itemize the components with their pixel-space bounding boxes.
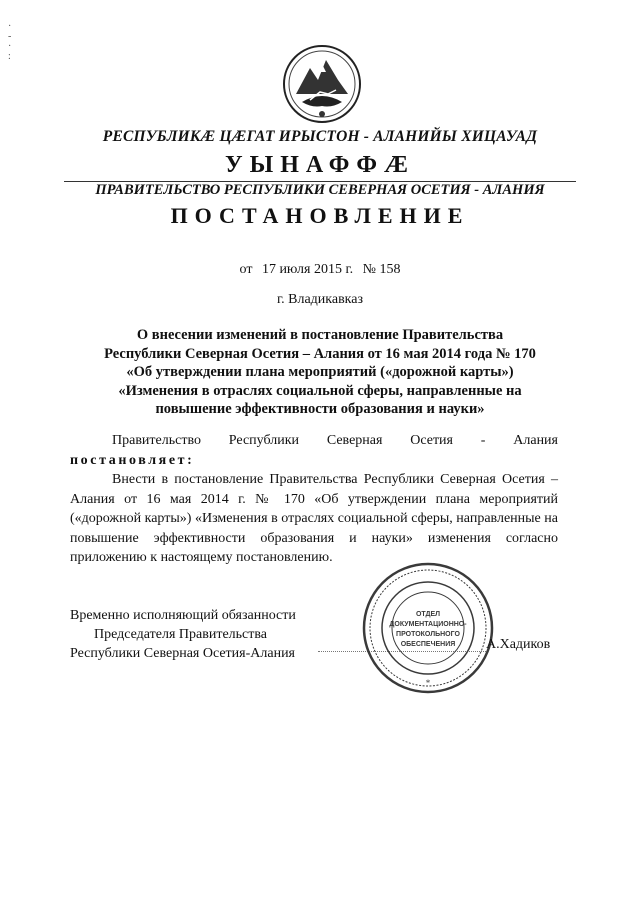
- body-paragraph: Внести в постановление Правительства Республики Северная Осетия – Алания от 16 мая 2014 г. № 170 «Об утверждении плана мероприятий («дорожной карты») «Изменения в отраслях социальной сферы, направленные на повышение эффективности образования и науки» изменения согласно приложению к настоящему постановлению.: [70, 472, 558, 565]
- stamp-text-line: ПРОТОКОЛЬНОГО: [396, 631, 460, 638]
- body-intro: Правительство Республики Северная Осетия - Алания: [112, 433, 558, 448]
- signer-name: А.Хадиков: [486, 637, 551, 652]
- document-number: № 158: [362, 262, 401, 277]
- signature-block: [70, 606, 296, 663]
- subject-line: «Изменения в отраслях социальной сферы, направленные на: [118, 382, 522, 399]
- svg-text:*: *: [425, 678, 431, 688]
- subject-line: О внесении изменений в постановление Правительства: [136, 327, 504, 343]
- signer-title-line-1: Временно исполняющий обязанности: [70, 608, 296, 623]
- stamp-text-line: ДОКУМЕНТАЦИОННО-: [389, 621, 467, 628]
- header-russian-government: ПРАВИТЕЛЬСТВО РЕСПУБЛИКИ СЕВЕРНАЯ ОСЕТИЯ - АЛАНИЯ: [95, 182, 545, 198]
- subject-line: «Об утверждении плана мероприятий («дорожной карты»): [126, 364, 514, 380]
- header-ossetian-government: РЕСПУБЛИКӔ ЦӔГАТ ИРЫСТОН - АЛАНИЙЫ ХИЦАУАД: [102, 128, 538, 145]
- header-ossetian-document-type: УЫНАФФӔ: [225, 152, 415, 178]
- document-body: [70, 431, 558, 568]
- signer-title-line-2: Председателя Правительства: [94, 627, 268, 642]
- date-line: [0, 262, 640, 278]
- subject-line: Республики Северная Осетия – Алания от 16 мая 2014 года № 170: [104, 345, 536, 362]
- stamp-text-line: ОБЕСПЕЧЕНИЯ: [400, 641, 456, 648]
- date-prefix: от: [239, 262, 253, 277]
- decree-word: постановляет:: [70, 452, 195, 468]
- document-date: 17 июля 2015 г.: [261, 262, 354, 277]
- stamp-text-line: ОТДЕЛ: [415, 611, 441, 618]
- document-city: г. Владикавказ: [276, 292, 364, 307]
- official-stamp: [360, 560, 496, 696]
- header-russian-document-type: ПОСТАНОВЛЕНИЕ: [170, 203, 470, 228]
- subject-line: повышение эффективности образования и науки»: [155, 401, 485, 417]
- document-subject: [70, 326, 570, 419]
- signer-title-line-3: Республики Северная Осетия-Алания: [70, 646, 295, 661]
- coat-of-arms-emblem: [280, 42, 364, 126]
- margin-marks: · - · :: [8, 21, 12, 62]
